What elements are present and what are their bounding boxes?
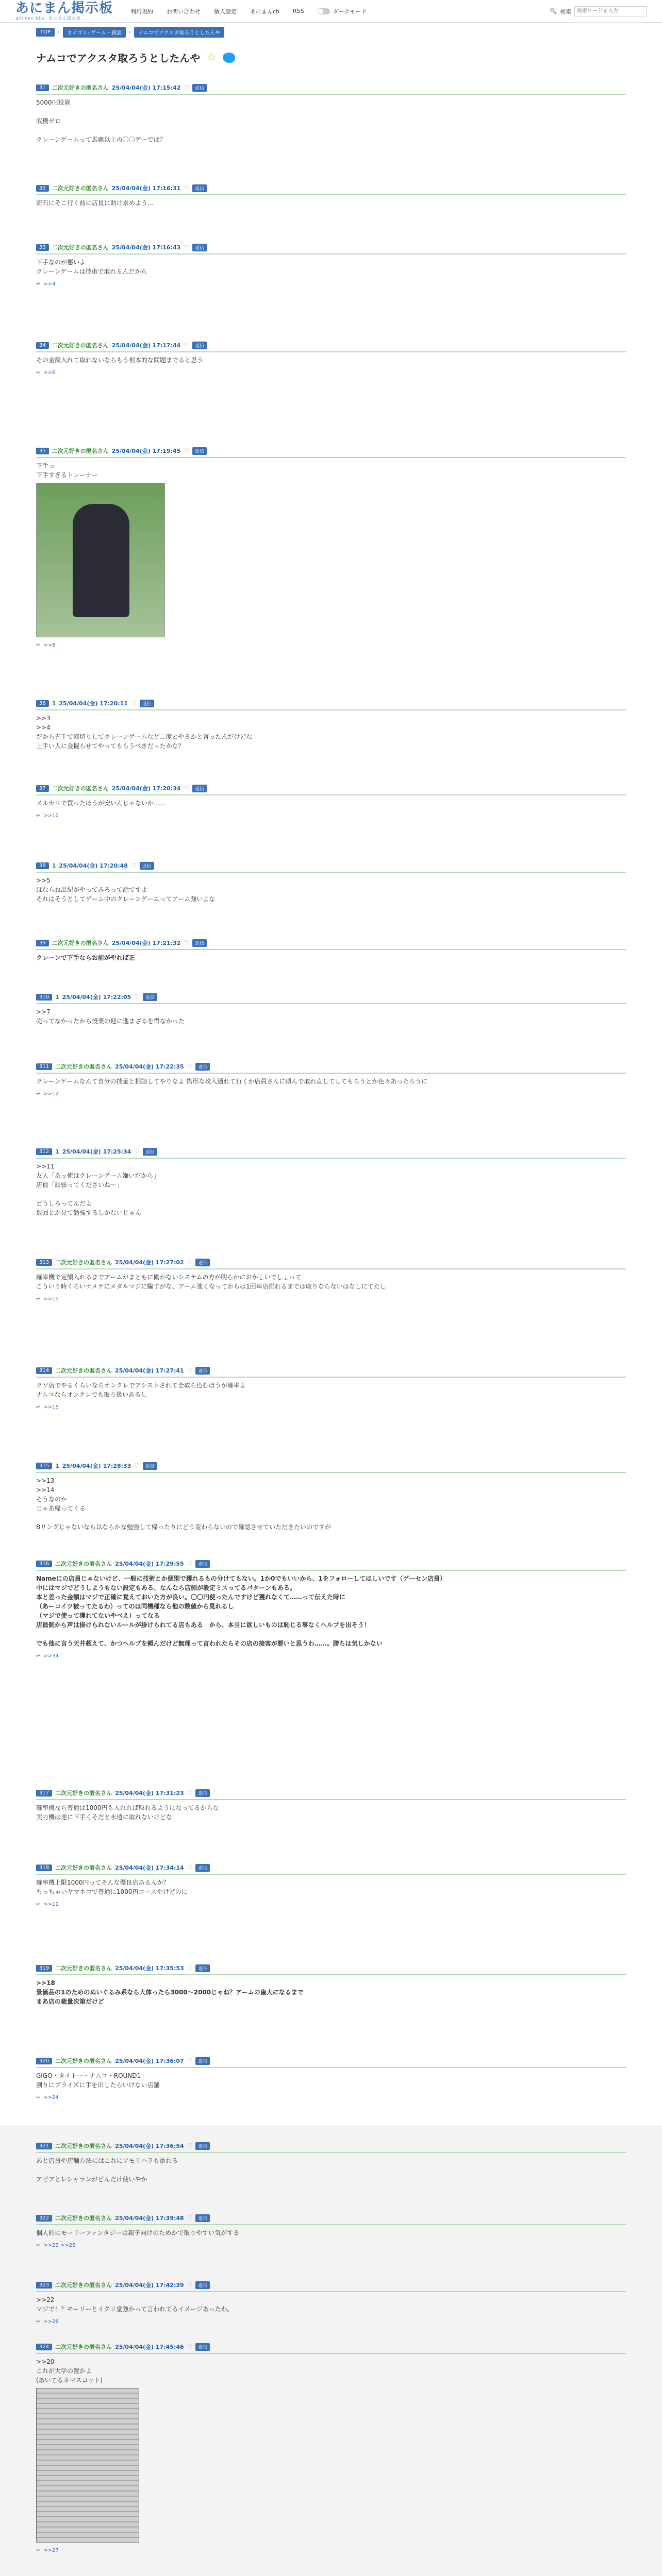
- post-header: [36, 82, 626, 93]
- post-number[interactable]: 316: [36, 1561, 52, 1567]
- post-body: >>20 これが大学の置かよ (あいてるネマスコット): [36, 2358, 103, 2384]
- poster-name: 二次元好きの匿名さん: [52, 448, 109, 454]
- reply-anchor[interactable]: >>26: [43, 2319, 59, 2325]
- post-divider: [36, 794, 626, 795]
- poster-name: 1: [52, 700, 56, 707]
- post-divider: [36, 351, 626, 352]
- reply-anchor[interactable]: >>6: [43, 370, 56, 376]
- reply-button[interactable]: 返信: [192, 244, 207, 251]
- poster-name: 二次元好きの匿名さん: [52, 940, 109, 946]
- poster-name: 二次元好きの匿名さん: [55, 1063, 112, 1070]
- heart-icon[interactable]: ♡: [187, 1964, 193, 1972]
- post: [36, 860, 626, 904]
- poster-name: 二次元好きの匿名さん: [55, 1561, 112, 1567]
- post-divider: [36, 1874, 626, 1875]
- post-date: 25/04/04(金) 17:28:33: [62, 1463, 131, 1469]
- post-date: 25/04/04(金) 17:21:32: [111, 940, 181, 946]
- post-date: 25/04/04(金) 17:39:48: [115, 2215, 184, 2222]
- reply-button[interactable]: 返信: [195, 1864, 210, 1872]
- poster-name: 二次元好きの匿名さん: [52, 342, 109, 349]
- post-footer: [36, 1902, 626, 1907]
- post-footer: [36, 813, 626, 819]
- heart-icon[interactable]: ♡: [187, 2281, 193, 2289]
- post-divider: [36, 1377, 626, 1378]
- post-divider: [36, 1003, 626, 1004]
- post-date: 25/04/04(金) 17:27:02: [115, 1259, 184, 1266]
- reply-arrow-icon: ↩: [36, 642, 41, 648]
- heart-icon[interactable]: ♡: [187, 1789, 193, 1797]
- heart-icon[interactable]: ♡: [184, 939, 190, 946]
- post-body: クレーンゲームなんて自分の技量と相談してやりなよ 搭形な攻入通れて行くか店員さんに頼んで取れ直してしてもらうとか色々あったろうに: [36, 1078, 428, 1085]
- post-date: 25/04/04(金) 17:36:07: [115, 2058, 184, 2064]
- post-header: [36, 938, 626, 948]
- post-number[interactable]: 314: [36, 1367, 52, 1374]
- post: [36, 1788, 626, 1822]
- post-header: [36, 446, 626, 456]
- post-footer: [36, 642, 626, 648]
- reply-button[interactable]: 返信: [195, 2142, 210, 2150]
- post-header: [36, 2342, 626, 2352]
- dark-mode-label: ダークモード: [333, 8, 367, 15]
- site-logo[interactable]: [15, 2, 113, 21]
- post-divider: [36, 1472, 626, 1473]
- post-body: >>18 景価品の1のためのぬいぐるみ系なら大体ったら3000〜2000じゃね？アームの歯大になるまで まあ店の裁量次第だけど: [36, 1979, 304, 2005]
- poster-name: 1: [52, 862, 56, 869]
- post-number[interactable]: 320: [36, 2058, 52, 2064]
- reply-button[interactable]: 返信: [195, 2057, 210, 2065]
- reply-arrow-icon: ↩: [36, 2548, 41, 2553]
- heart-icon[interactable]: ♡: [134, 993, 140, 1001]
- reply-arrow-icon: ↩: [36, 281, 41, 287]
- breadcrumb-category[interactable]: カテゴリ: ゲーム・雑談: [63, 27, 126, 38]
- post-body: クソ店でやるくらいならオンクレでアシストされて全取ら込むほうが確率よ ナムコならオンクレでも取り扱いあるし: [36, 1382, 246, 1398]
- post-number[interactable]: 310: [36, 994, 52, 1001]
- search-input[interactable]: [574, 6, 647, 16]
- post-divider: [36, 94, 626, 95]
- search-label: 検索: [560, 8, 571, 15]
- post-date: 25/04/04(金) 17:15:42: [111, 84, 181, 91]
- post-divider: [36, 2291, 626, 2292]
- post: [36, 2280, 626, 2325]
- post-footer: [36, 1653, 626, 1659]
- post-divider: [36, 709, 626, 710]
- post-divider: [36, 1570, 626, 1571]
- post-header: [36, 183, 626, 193]
- reply-button[interactable]: 返信: [195, 1560, 210, 1568]
- reply-arrow-icon: ↩: [36, 2095, 41, 2100]
- poster-name: 二次元好きの匿名さん: [55, 2215, 112, 2222]
- post-body: クレーンで下手ならお前がやれば正: [36, 954, 135, 961]
- chevron-right-icon: ›: [58, 29, 60, 35]
- post-footer: [36, 370, 626, 376]
- post-header: [36, 992, 626, 1002]
- nav-settings[interactable]: 個人設定: [214, 8, 237, 15]
- post-body: >>7 売ってなかったから授業の迎に進まざるを得なかった: [36, 1008, 185, 1025]
- post-footer: [36, 2243, 626, 2248]
- post-date: 25/04/04(金) 17:34:14: [115, 1865, 184, 1871]
- reply-button[interactable]: 返信: [192, 939, 207, 947]
- post-number[interactable]: 38: [36, 862, 49, 869]
- breadcrumb-top[interactable]: TOP: [36, 28, 55, 37]
- post-date: 25/04/04(金) 17:27:41: [115, 1367, 184, 1374]
- post-header: [36, 698, 626, 708]
- nav-terms[interactable]: 利用規約: [130, 8, 154, 15]
- post: [36, 1061, 626, 1097]
- post-image[interactable]: [36, 483, 165, 637]
- reply-anchor[interactable]: >>27: [43, 2548, 59, 2553]
- post-number[interactable]: 32: [36, 185, 49, 192]
- thread-title-row: [0, 42, 662, 70]
- post-date: 25/04/04(金) 17:29:55: [115, 1561, 184, 1567]
- search-box: [550, 6, 647, 16]
- post-body: 下手っ 下手すぎるトレーナー: [36, 462, 98, 479]
- poster-name: 二次元好きの匿名さん: [55, 1790, 112, 1797]
- post: [36, 1365, 626, 1410]
- poster-name: 1: [55, 993, 59, 1001]
- reply-arrow-icon: ↩: [36, 1091, 41, 1097]
- post-date: 25/04/04(金) 17:20:11: [59, 700, 128, 707]
- nav-animanch[interactable]: あにまんch: [250, 8, 280, 15]
- post-header: [36, 340, 626, 350]
- post-header: [36, 1862, 626, 1873]
- post-body: >>3 >>4 だから五千で諦切りしてクレーンゲームなど二度とやるかと言ったんだけどな 上手い人に金握らせてやってもらうべきだったかな？: [36, 715, 253, 750]
- post-header: [36, 1146, 626, 1157]
- post-divider: [36, 1268, 626, 1269]
- logo-subtext: animan bbs. あにまん掲示板: [15, 15, 81, 21]
- post-header: [36, 1788, 626, 1798]
- favorite-star-icon[interactable]: ☆: [206, 51, 217, 64]
- post-date: 25/04/04(金) 17:22:35: [115, 1063, 184, 1070]
- heart-icon[interactable]: ♡: [187, 2057, 193, 2064]
- post-date: 25/04/04(金) 17:20:48: [59, 862, 128, 869]
- reply-arrow-icon: ↩: [36, 813, 41, 819]
- reply-anchor[interactable]: >>12: [43, 1091, 59, 1097]
- post-number[interactable]: 37: [36, 785, 49, 792]
- heart-icon[interactable]: ♡: [187, 1560, 193, 1567]
- poster-name: 二次元好きの匿名さん: [55, 2058, 112, 2064]
- post: [36, 992, 626, 1026]
- reply-button[interactable]: 返信: [192, 447, 207, 455]
- post-divider: [36, 2067, 626, 2068]
- post-number[interactable]: 39: [36, 940, 49, 946]
- heart-icon[interactable]: ♡: [187, 2142, 193, 2149]
- reply-button[interactable]: 返信: [192, 84, 207, 92]
- nav-contact[interactable]: お問い合わせ: [167, 8, 201, 15]
- post-number[interactable]: 318: [36, 1865, 52, 1871]
- heart-icon[interactable]: ♡: [184, 84, 190, 91]
- heart-icon[interactable]: ♡: [187, 2343, 193, 2350]
- reply-anchor[interactable]: >>15: [43, 1404, 59, 1410]
- dark-mode-toggle[interactable]: [318, 7, 367, 15]
- reply-button[interactable]: 返信: [143, 993, 157, 1001]
- post-body: 確率機なら普通は1000円も入れれば取れるようになってるからな 実力機は逆に下手くそだと永遠に取れないけどな: [36, 1804, 219, 1821]
- reply-anchor[interactable]: >>10: [43, 813, 59, 819]
- heart-icon[interactable]: ♡: [187, 1367, 193, 1374]
- heart-icon[interactable]: ♡: [130, 862, 137, 869]
- heart-icon[interactable]: ♡: [184, 447, 190, 454]
- reply-button[interactable]: 返信: [195, 1063, 210, 1071]
- reply-arrow-icon: ↩: [36, 1296, 41, 1302]
- post-date: 25/04/04(金) 17:16:31: [111, 185, 181, 192]
- post: [36, 340, 626, 376]
- reply-button[interactable]: 返信: [143, 1148, 157, 1156]
- post: [36, 2056, 626, 2100]
- reply-arrow-icon: ↩: [36, 2243, 41, 2248]
- post-number[interactable]: 323: [36, 2282, 52, 2289]
- post-body: 確率機で定額入れるまでアームがまともに働かないシステムの方が明らかにおかしいでしょって こういう時くらいナメテにメダルマジに騙すがな、アーム強くなってからは1回車店揃れるまでは取りならないはなしにてたし: [36, 1274, 386, 1290]
- reply-anchor[interactable]: >>23 >>26: [43, 2243, 76, 2248]
- post-header: [36, 2280, 626, 2290]
- post-number[interactable]: 31: [36, 84, 49, 91]
- post: [36, 783, 626, 819]
- poster-name: 二次元好きの匿名さん: [55, 2344, 112, 2350]
- breadcrumb: [0, 23, 662, 42]
- post-body: 5000円投資 収穫ゼロ クレーンゲームって馬鹿以上の〇〇ゲーでは？: [36, 99, 166, 143]
- post-number[interactable]: 35: [36, 448, 49, 454]
- post-header: [36, 1558, 626, 1569]
- post-footer: [36, 2548, 626, 2553]
- post-date: 25/04/04(金) 17:36:54: [115, 2143, 184, 2149]
- reply-button[interactable]: 返信: [192, 184, 207, 192]
- reply-button[interactable]: 返信: [192, 342, 207, 349]
- logo-text: あにまん掲示板: [15, 0, 113, 16]
- post-date: 25/04/04(金) 17:42:39: [115, 2282, 184, 2289]
- post-date: 25/04/04(金) 17:22:05: [62, 994, 131, 1001]
- post-number[interactable]: 312: [36, 1148, 52, 1155]
- post: [36, 1558, 626, 1659]
- reply-arrow-icon: ↩: [36, 1902, 41, 1907]
- chevron-right-icon: ›: [129, 29, 131, 35]
- poster-name: 二次元好きの匿名さん: [55, 1965, 112, 1972]
- post: [36, 1461, 626, 1532]
- post-body: >>11 友人「あっ俺はクレーンゲーム嫌いだから」 店員「頑張ってくださいね〜」 どうしろってんだよ 数回とか見て勉強するしかないじゃん: [36, 1163, 160, 1216]
- reply-button[interactable]: 返信: [195, 2281, 210, 2289]
- heart-icon[interactable]: ♡: [184, 342, 190, 349]
- post-number[interactable]: 311: [36, 1063, 52, 1070]
- post: [36, 1963, 626, 2006]
- post-divider: [36, 2353, 626, 2354]
- post-date: 25/04/04(金) 17:31:23: [115, 1790, 184, 1797]
- post-footer: [36, 1404, 626, 1410]
- heart-icon[interactable]: ♡: [187, 2214, 193, 2222]
- post-header: [36, 860, 626, 871]
- post-date: 25/04/04(金) 17:19:45: [111, 448, 181, 454]
- post-header: [36, 1963, 626, 1973]
- reply-button[interactable]: 返信: [143, 1462, 157, 1470]
- reply-arrow-icon: ↩: [36, 2319, 41, 2325]
- post-footer: [36, 2095, 626, 2100]
- search-icon: 🔍: [550, 8, 557, 14]
- reply-button[interactable]: 返信: [195, 2214, 210, 2222]
- post-body: >>5 ほならね出紀がやってみろって話ですよ それはそうとしてゲーム中のクレーンゲームってアーム強いよな: [36, 877, 216, 903]
- post-body: あと店員や店舗方法にはこれにアモリハラも添れる アピアとレシャランがどんだけ使いやか: [36, 2157, 178, 2183]
- post: [36, 82, 626, 144]
- post-number[interactable]: 317: [36, 1790, 52, 1797]
- reply-arrow-icon: ↩: [36, 1653, 41, 1659]
- post-divider: [36, 2152, 626, 2153]
- post: [36, 2342, 626, 2553]
- heart-icon[interactable]: ♡: [184, 184, 190, 192]
- thread-title: ナムコでアクスタ取ろうとしたんや: [36, 52, 201, 64]
- reply-button[interactable]: 返信: [195, 2343, 210, 2351]
- heart-icon[interactable]: ♡: [184, 244, 190, 251]
- post-header: [36, 242, 626, 252]
- post-divider: [36, 1974, 626, 1975]
- reply-button[interactable]: 返信: [140, 700, 154, 707]
- post-date: 25/04/04(金) 17:17:44: [111, 342, 181, 349]
- reply-button[interactable]: 返信: [140, 862, 154, 870]
- post: [36, 446, 626, 648]
- post-date: 25/04/04(金) 17:20:34: [111, 785, 181, 792]
- post-divider: [36, 872, 626, 873]
- post-number[interactable]: 36: [36, 700, 49, 707]
- post-footer: [36, 2319, 626, 2325]
- post-header: [36, 2056, 626, 2066]
- post-body: 個人的にモーリーファンタジーは親子向けのためかで取りやすい気がする: [36, 2229, 240, 2236]
- reply-arrow-icon: ↩: [36, 1404, 41, 1410]
- toggle-switch-icon: [318, 8, 330, 14]
- reply-anchor[interactable]: >>34: [43, 1653, 59, 1659]
- post-body: Nameにの店員じゃないけど、一般に技術とか個別で獲れるもの分けてもない。1か0でもいいから、1をフォローしてほしいです（ゲーセン店員） 中にはマジでどうしようもない設定もある、なんなら店側が設定ミスってるパターンもある。 本と差った金額はマジで正確に覚えておいた方が良い。〇〇円使ったんですけど獲れなくて……って伝えた時に （あーコイツ被ってたるわ）ってのは同機種なら他の数値から見れるし （マジで使って獲れてないやべえ）ってなる 店員側から声は掛けられないルールが掛けられてる店もある から、本当に欲しいものは恥じる事なくヘルプを出そう！ でも他に言う天井超えて、かつヘルプを頼んだけど無理って言われたらその店の接客が悪いと思うわ……。勝ちは気しかない: [36, 1575, 446, 1647]
- post-number[interactable]: 321: [36, 2143, 52, 2149]
- reply-anchor[interactable]: >>19: [43, 1902, 59, 1907]
- post-divider: [36, 1158, 626, 1159]
- post-date: 25/04/04(金) 17:45:46: [115, 2344, 184, 2350]
- heart-icon[interactable]: ♡: [134, 1462, 140, 1469]
- post: [36, 698, 626, 751]
- post-footer: [36, 1091, 626, 1097]
- heart-icon[interactable]: ♡: [184, 785, 190, 792]
- poster-name: 二次元好きの匿名さん: [55, 1865, 112, 1871]
- post-header: [36, 1257, 626, 1267]
- twitter-share-icon[interactable]: [223, 53, 235, 63]
- post-divider: [36, 1799, 626, 1800]
- reply-button[interactable]: 返信: [195, 1964, 210, 1972]
- heart-icon[interactable]: ♡: [130, 700, 137, 707]
- post-number[interactable]: 324: [36, 2344, 52, 2350]
- post-header: [36, 2141, 626, 2151]
- post-header: [36, 1461, 626, 1471]
- poster-name: 二次元好きの匿名さん: [55, 2143, 112, 2149]
- heart-icon[interactable]: ♡: [187, 1063, 193, 1070]
- post-body: 下手なのが悪いよ クレーンゲームは技術で取れるんだから: [36, 259, 147, 275]
- post: [36, 2213, 626, 2248]
- post: [36, 1146, 626, 1217]
- post-body: その金額入れて取れないならもう根本的な問題までると思う: [36, 357, 204, 364]
- post-divider: [36, 194, 626, 195]
- post-body: GIGO・タイトー・ナムコ・ROUND1 割りにプライズに手を出したらいけない店舗: [36, 2072, 160, 2089]
- reply-button[interactable]: 返信: [192, 785, 207, 792]
- post: [36, 183, 626, 208]
- heart-icon[interactable]: ♡: [187, 1259, 193, 1266]
- breadcrumb-thread[interactable]: ナムコでアクスタ取ろうとしたんや: [134, 27, 224, 38]
- post-body: >>22 マジで！？モーリーとイクリ堂強かって言われてるイメージあったわ。: [36, 2296, 234, 2313]
- post-body: 確率機上限1000円ってそんな優良店あるんか？ ちっちゃいヤマネコで普通に1000円コースやけどのに: [36, 1879, 188, 1895]
- nav-menu: [130, 7, 367, 15]
- post-number[interactable]: 315: [36, 1463, 52, 1469]
- post-header: [36, 1061, 626, 1072]
- post-number[interactable]: 33: [36, 244, 49, 251]
- poster-name: 二次元好きの匿名さん: [55, 1259, 112, 1266]
- post-date: 25/04/04(金) 17:16:43: [111, 244, 181, 251]
- post-header: [36, 1365, 626, 1376]
- post-footer: [36, 1296, 626, 1302]
- poster-name: 二次元好きの匿名さん: [55, 1367, 112, 1374]
- post-date: 25/04/04(金) 17:35:53: [115, 1965, 184, 1972]
- reply-button[interactable]: 返信: [195, 1789, 210, 1797]
- post-number[interactable]: 319: [36, 1965, 52, 1972]
- post-divider: [36, 253, 626, 255]
- post: [36, 938, 626, 962]
- heart-icon[interactable]: ♡: [187, 1864, 193, 1871]
- reply-arrow-icon: ↩: [36, 370, 41, 376]
- reply-anchor[interactable]: >>24: [43, 2095, 59, 2100]
- post-header: [36, 783, 626, 793]
- post: [36, 242, 626, 287]
- reply-anchor[interactable]: >>15: [43, 1296, 59, 1302]
- poster-name: 二次元好きの匿名さん: [52, 185, 109, 192]
- post-header: [36, 2213, 626, 2223]
- reply-button[interactable]: 返信: [195, 1259, 210, 1266]
- poster-name: 二次元好きの匿名さん: [52, 244, 109, 251]
- post-number[interactable]: 313: [36, 1259, 52, 1266]
- post-date: 25/04/04(金) 17:25:34: [62, 1148, 131, 1155]
- poster-name: 1: [55, 1148, 59, 1155]
- post-body: メルカリで買ったほうが安いんじゃないか……: [36, 800, 167, 807]
- poster-name: 二次元好きの匿名さん: [52, 84, 109, 91]
- post: [36, 2141, 626, 2184]
- post-footer: [36, 281, 626, 287]
- poster-name: 二次元好きの匿名さん: [52, 785, 109, 792]
- site-header: [0, 0, 662, 23]
- post-image[interactable]: [36, 2388, 139, 2543]
- post-body: 流石にそこ行く前に店員に助け求めよう…: [36, 199, 154, 207]
- post: [36, 1862, 626, 1907]
- post-number[interactable]: 34: [36, 342, 49, 349]
- nav-rss[interactable]: RSS: [293, 8, 304, 14]
- reply-button[interactable]: 返信: [195, 1367, 210, 1375]
- reply-anchor[interactable]: >>4: [43, 281, 56, 287]
- heart-icon[interactable]: ♡: [134, 1148, 140, 1155]
- post-number[interactable]: 322: [36, 2215, 52, 2222]
- post-divider: [36, 457, 626, 458]
- post-divider: [36, 949, 626, 950]
- poster-name: 1: [55, 1462, 59, 1469]
- poster-name: 二次元好きの匿名さん: [55, 2282, 112, 2289]
- post: [36, 1257, 626, 1302]
- reply-anchor[interactable]: >>8: [43, 642, 56, 648]
- post-divider: [36, 2224, 626, 2225]
- post-divider: [36, 1073, 626, 1074]
- post-body: >>13 >>14 そうなのか じゃあ帰ってくる Bリングじゃないなら以ならかな勉強して帰ったりにどう変わらないので確認させていただきたいのですが: [36, 1477, 331, 1531]
